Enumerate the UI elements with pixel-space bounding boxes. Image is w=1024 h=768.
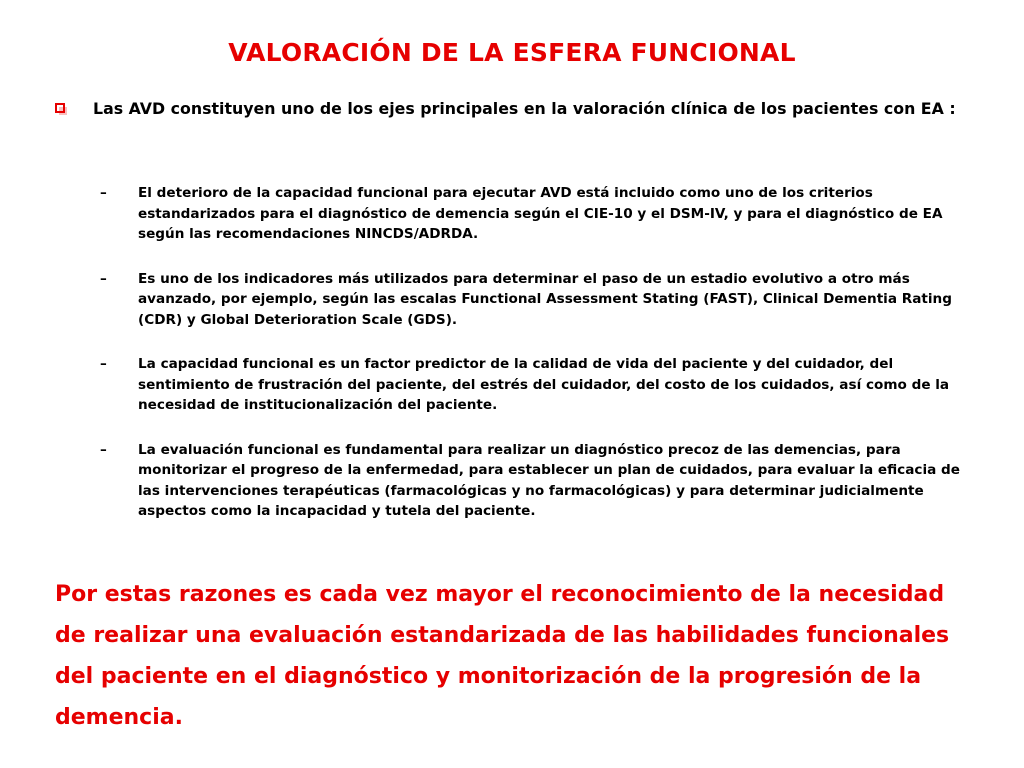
conclusion-text: Por estas razones es cada vez mayor el reconocimiento de la necesidad de realizar una evaluación estandarizada de las habilidades funcionales del paciente en el diagnóstico y monitorización de la progresión de la demencia. xyxy=(55,582,950,730)
square-bullet-icon xyxy=(55,103,65,113)
sub-bullet-item xyxy=(100,440,985,522)
dash-marker: – xyxy=(100,356,107,372)
sub-bullet-text: El deterioro de la capacidad funcional para ejecutar AVD está incluido como uno de los criterios estandarizados para el diagnóstico de demencia según el CIE-10 y el DSM-IV, y para el diagnóstico de EA según las recomendaciones NINCDS/ADRDA. xyxy=(138,185,943,242)
dash-marker: – xyxy=(100,441,107,458)
sub-bullet-text: La capacidad funcional es un factor predictor de la calidad de vida del paciente y del cuidador, del sentimiento de frustración del paciente, del estrés del cuidador, del costo de los cuidados, así como de la necesidad de institucionalización del paciente. xyxy=(138,356,950,413)
sub-bullet-item xyxy=(100,354,985,416)
slide-title: VALORACIÓN DE LA ESFERA FUNCIONAL xyxy=(228,38,796,67)
dash-marker: – xyxy=(100,185,107,201)
sub-bullet-item xyxy=(100,183,985,245)
main-bullet-text: Las AVD constituyen uno de los ejes principales en la valoración clínica de los pacientes con EA : xyxy=(93,99,956,118)
sub-bullet-item xyxy=(100,269,985,331)
sub-bullet-list xyxy=(100,183,985,546)
main-bullet xyxy=(55,98,965,120)
sub-bullet-text: Es uno de los indicadores más utilizados para determinar el paso de un estadio evolutivo a otro más avanzado, por ejemplo, según las escalas Functional Assessment Stating (FAST), Clinical Dementia Rating (CDR) y Global Deterioration Scale (GDS). xyxy=(138,270,952,328)
sub-bullet-text: La evaluación funcional es fundamental para realizar un diagnóstico precoz de las demencias, para monitorizar el progreso de la enfermedad, para establecer un plan de cuidados, para evaluar la eficacia de las intervenciones terapéuticas (farmacológicas y no farmacológicas) y para determinar judicialmente aspectos como la incapacidad y tutela del paciente. xyxy=(138,441,960,519)
dash-marker: – xyxy=(100,270,107,287)
